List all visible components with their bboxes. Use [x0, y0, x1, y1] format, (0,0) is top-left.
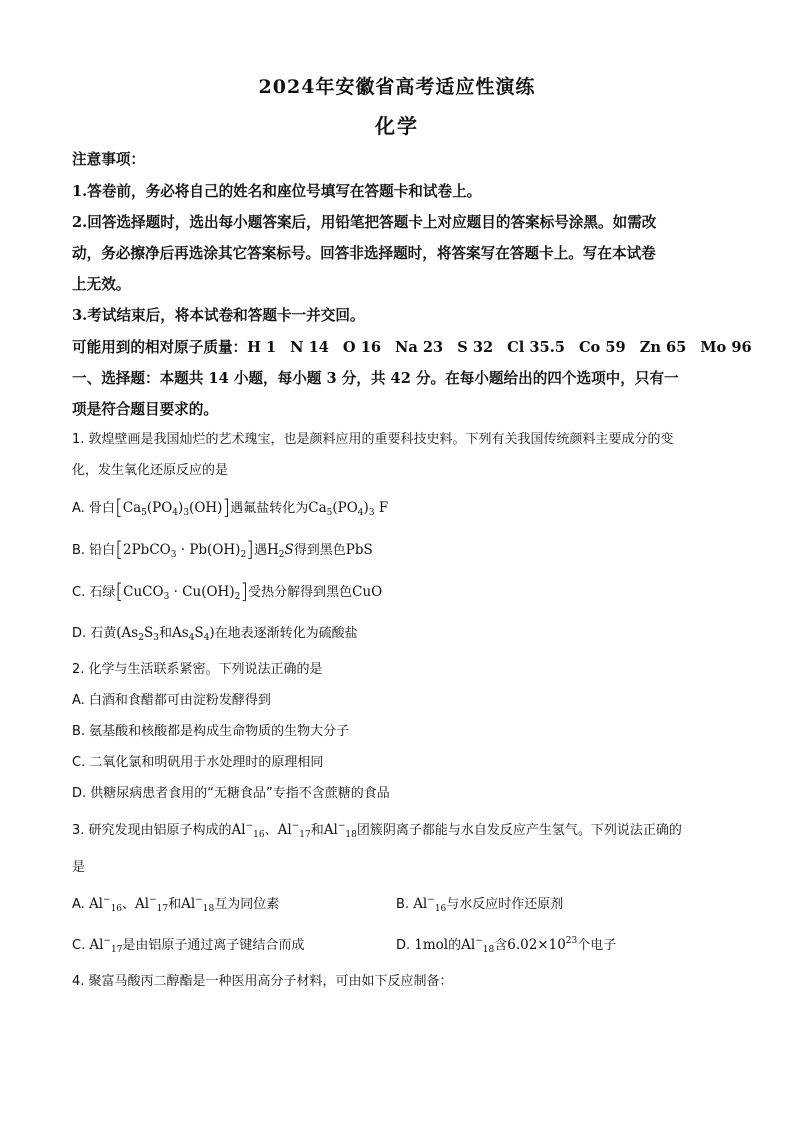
- atomic-mass-zn: Zn 65: [639, 339, 687, 356]
- notice-2-line-3: 上无效。: [72, 276, 131, 293]
- q3-option-d: D. 1mol的$Al^-_{18}$含$6.02\times 10^{23}$个电子: [396, 936, 617, 955]
- notice-2-line-1: 2.回答选择题时，选出每小题答案后，用铅笔把答题卡上对应题目的答案标号涂黑。如需改: [72, 214, 657, 231]
- notice-1: 1.答卷前，务必将自己的姓名和座位号填写在答题卡和试卷上。: [72, 183, 482, 200]
- q1-option-b: B. 铅白[2PbCO$_3$ · $Pb(OH)_2$]遇$H_2S$得到黑色PbS: [72, 537, 373, 561]
- q1-option-d: D. 石黄($As_2S_3$和$As_4S_4$)在地表逐渐转化为硫酸盐: [72, 625, 358, 643]
- atomic-mass-h: H 1: [247, 339, 277, 356]
- atomic-mass-na: Na 23: [395, 339, 444, 356]
- q2-stem: 2. 化学与生活联系紧密。下列说法正确的是: [72, 662, 323, 677]
- atomic-mass-n: N 14: [290, 339, 329, 356]
- section1-line-1: 一、选择题：本题共 14 小题，每小题 3 分，共 42 分。在每小题给出的四个选项中，只有一: [72, 370, 679, 387]
- q3-stem-line-2: 是: [72, 860, 86, 875]
- section1-line-2: 项是符合题目要求的。: [72, 401, 218, 418]
- q3-stem-line-1: 3. 研究发现由铝原子构成的$Al^-_{16}$、$Al^-_{17}$和$Al^-_{18}$团簇阴离子都能与水自发反应产生氢气。下列说法正确的: [72, 821, 682, 840]
- q3-option-a: A. $Al^-_{16}$、$Al^-_{17}$和$Al^-_{18}$互为同位素: [72, 895, 280, 914]
- atomic-mass-line: [72, 338, 752, 358]
- exam-title: 2024年安徽省高考适应性演练: [258, 76, 536, 98]
- q2-option-b: B. 氨基酸和核酸都是构成生命物质的生物大分子: [72, 724, 350, 739]
- notice-heading: 注意事项：: [72, 151, 145, 168]
- subject-title: 化学: [375, 114, 419, 138]
- q2-option-a: A. 白酒和食醋都可由淀粉发酵得到: [72, 693, 271, 708]
- atomic-mass-co: Co 59: [578, 339, 626, 356]
- atomic-mass-mo: Mo 96: [700, 339, 752, 356]
- q3-option-c: C. $Al^-_{17}$是由铝原子通过离子键结合而成: [72, 936, 305, 955]
- atomic-mass-label: 可能用到的相对原子质量：: [72, 339, 248, 356]
- q1-option-c: C. 石绿[CuCO$_3$ · $Cu(OH)_2$]受热分解得到黑色CuO: [72, 579, 383, 603]
- atomic-mass-cl: Cl 35.5: [507, 339, 565, 356]
- atomic-mass-s: S 32: [457, 339, 494, 356]
- notice-3: 3.考试结束后，将本试卷和答题卡一并交回。: [72, 307, 365, 324]
- q3-option-b: B. $Al^-_{16}$与水反应时作还原剂: [396, 895, 564, 914]
- q1-stem-line-1: 1. 敦煌壁画是我国灿烂的艺术瑰宝，也是颜料应用的重要科技史料。下列有关我国传统颜料主要成分的变: [72, 432, 674, 447]
- atomic-mass-o: O 16: [342, 339, 382, 356]
- q4-stem: 4. 聚富马酸丙二醇酯是一种医用高分子材料，可由如下反应制备：: [72, 974, 453, 989]
- notice-2-line-2: 动，务必擦净后再选涂其它答案标号。回答非选择题时，将答案写在答题卡上。写在本试卷: [72, 245, 656, 262]
- q2-option-d: D. 供糖尿病患者食用的“无糖食品”专指不含蔗糖的食品: [72, 786, 390, 801]
- q1-stem-line-2: 化，发生氧化还原反应的是: [72, 463, 229, 478]
- q1-option-a: A. 骨白$[Ca_5(PO_4)_3(OH)]$遇氟盐转化为$Ca_5(PO_4)_3$ F: [72, 495, 389, 519]
- q2-option-c: C. 二氧化氯和明矾用于水处理时的原理相同: [72, 755, 324, 770]
